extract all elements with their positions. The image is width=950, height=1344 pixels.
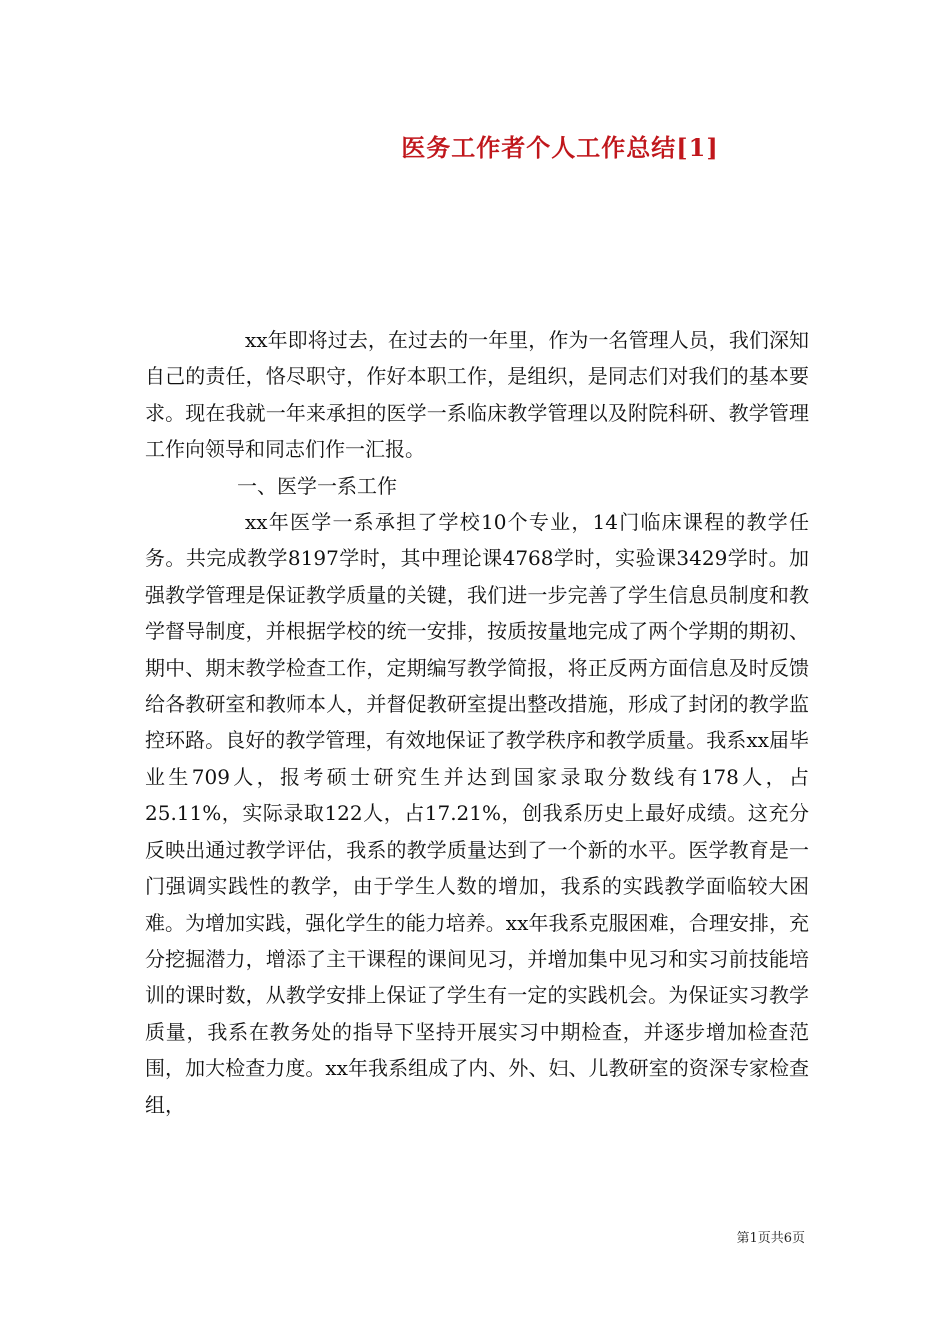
paragraph-intro: xx年即将过去，在过去的一年里，作为一名管理人员，我们深知自己的责任，恪尽职守，作好本职工作，是组织，是同志们对我们的基本要求。现在我就一年来承担的医学一系临床教学管理以及附院科研、教学管理工作向领导和同志们作一汇报。: [145, 328, 809, 462]
paragraph-section-1: xx年医学一系承担了学校10个专业，14门临床课程的教学任务。共完成教学8197学时，其中理论课4768学时，实验课3429学时。加强教学管理是保证教学质量的关键，我们进一步完善了学生信息员制度和教学督导制度，并根据学校的统一安排，按质按量地完成了两个学期的期初、期中、期末教学检查工作，定期编写教学简报，将正反两方面信息及时反馈给各教研室和教师本人，并督促教研室提出整改措施，形成了封闭的教学监控环路。良好的教学管理，有效地保证了教学秩序和教学质量。我系xx届毕业生709人，报考硕士研究生并达到国家录取分数线有178人，占25.11%，实际录取122人，占17.21%，创我系历史上最好成绩。这充分反映出通过教学评估，我系的教学质量达到了一个新的水平。医学教育是一门强调实践性的教学，由于学生人数的增加，我系的实践教学面临较大困难。为增加实践，强化学生的能力培养。xx年我系克服困难，合理安排，充分挖掘潜力，增添了主干课程的课间见习，并增加集中见习和实习前技能培训的课时数，从教学安排上保证了学生有一定的实践机会。为保证实习教学质量，我系在教务处的指导下坚持开展实习中期检查，并逐步增加检查范围，加大检查力度。xx年我系组成了内、外、妇、儿教研室的资深专家检查组，: [145, 510, 809, 1117]
document-body: [145, 322, 809, 1123]
section-heading: 一、医学一系工作: [237, 473, 397, 498]
page-title: 医务工作者个人工作总结[1]: [401, 133, 719, 162]
page-number: 第1页共6页: [736, 1231, 805, 1246]
